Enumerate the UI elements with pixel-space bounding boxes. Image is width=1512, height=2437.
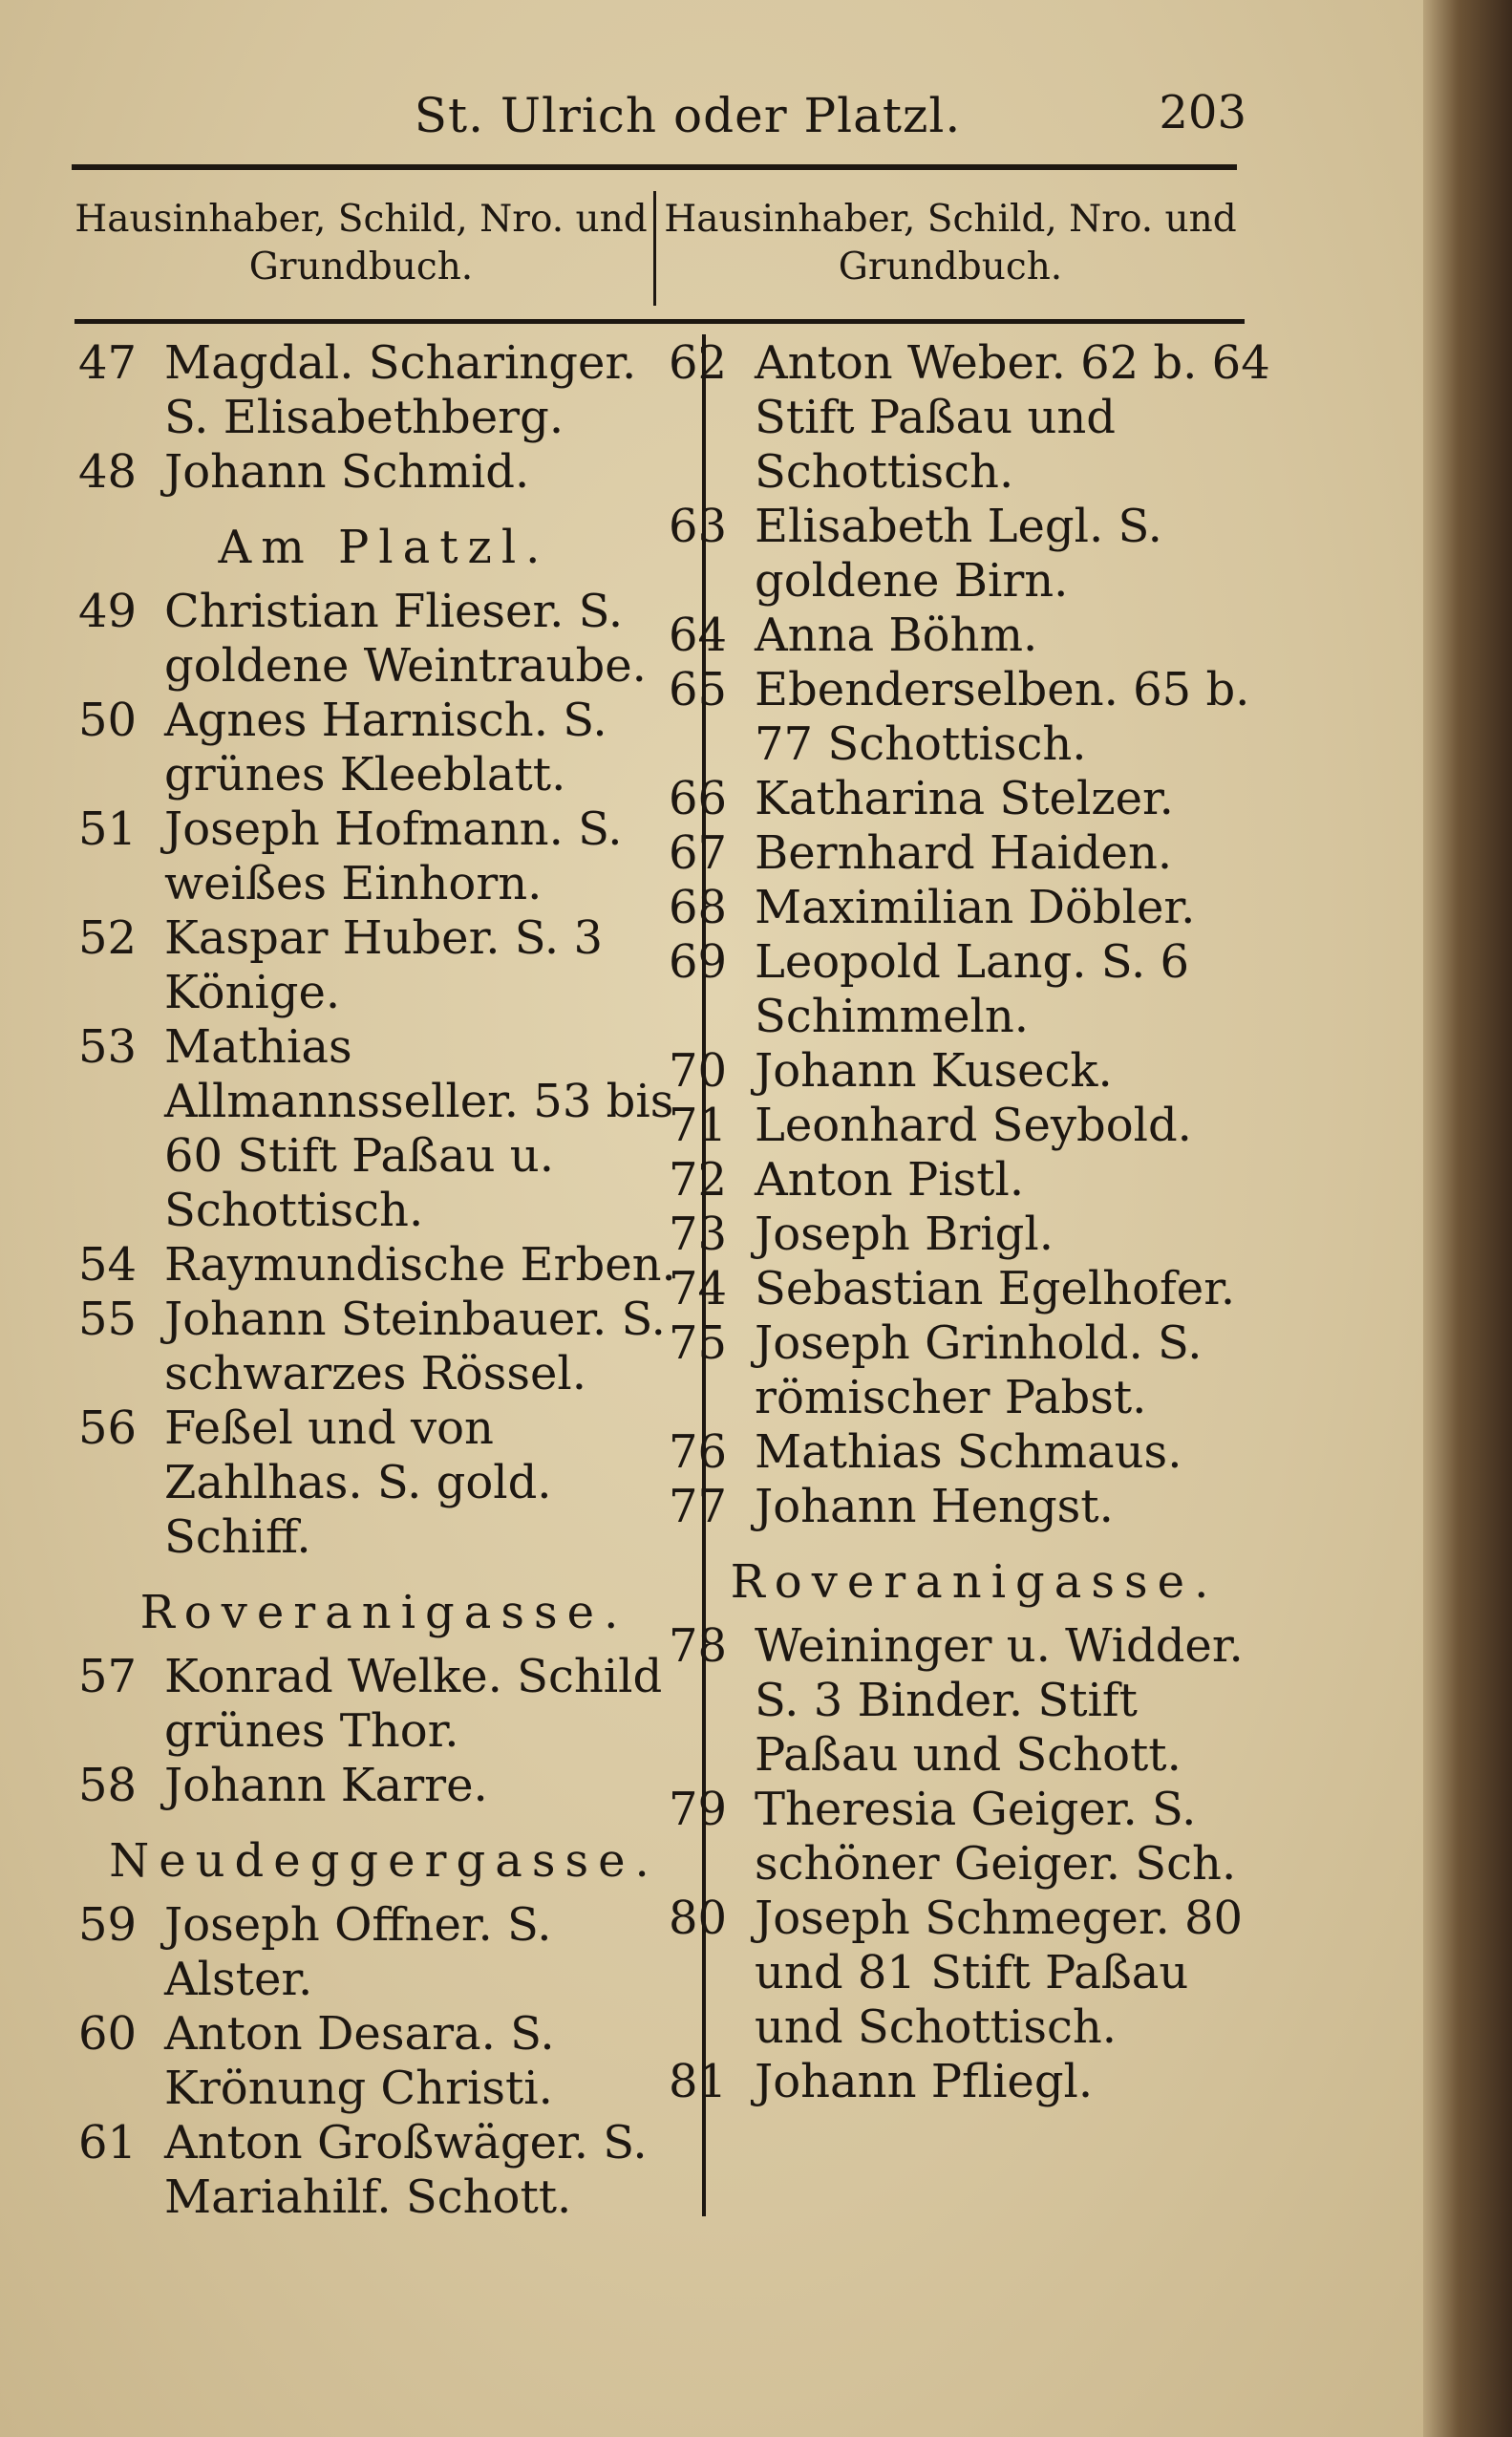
house-entry [78,1401,690,1565]
house-number: 50 [78,694,138,747]
house-entry [78,1020,690,1238]
owner-text: Katharina Stelzer. [755,772,1174,825]
house-number: 48 [78,445,138,499]
house-entry [78,1898,690,2007]
house-entry [669,609,1280,663]
house-entry [669,336,1280,500]
owner-text: Anna Böhm. [755,609,1038,662]
house-entry [78,1293,690,1401]
house-entry [669,1425,1280,1480]
house-number: 74 [669,1262,728,1315]
house-number: 81 [669,2055,728,2108]
owner-text: Anton Großwäger. S. Mariahilf. Schott. [164,2116,648,2224]
street-heading: Roveranigasse. [139,1586,628,1639]
house-number: 65 [669,663,728,716]
street-heading: Neudeggergasse. [109,1834,659,1888]
owner-text: Weininger u. Widder. S. 3 Binder. Stift Paßau und Schott. [755,1619,1244,1782]
house-entry [78,585,690,694]
house-entry [669,500,1280,609]
street-heading: Roveranigasse. [730,1555,1219,1609]
house-entry [669,2055,1280,2109]
owner-text: Theresia Geiger. S. schöner Geiger. Sch. [755,1783,1237,1891]
house-entry [669,1153,1280,1208]
owner-text: Agnes Harnisch. S. grünes Kleeblatt. [164,694,607,802]
house-number: 58 [78,1759,138,1812]
house-number: 67 [669,826,728,880]
house-number: 68 [669,881,728,934]
house-number: 54 [78,1238,138,1292]
house-number: 77 [669,1480,728,1533]
owner-text: Magdal. Scharinger. S. Elisabethberg. [164,336,637,444]
house-entry [78,336,690,445]
house-number: 63 [669,500,728,553]
house-entry [78,2116,690,2225]
house-entry [78,1650,690,1759]
house-entry [78,2007,690,2116]
house-entry [669,1099,1280,1153]
house-entry [78,445,690,500]
house-number: 60 [78,2007,138,2061]
header-bottom-rule [75,319,1245,324]
owner-text: Ebenderselben. 65 b. 77 Schottisch. [755,663,1250,771]
owner-text: Leonhard Seybold. [755,1099,1192,1152]
owner-text: Maximilian Döbler. [755,881,1196,934]
house-number: 61 [78,2116,138,2170]
owner-text: Joseph Schmeger. 80 und 81 Stift Paßau und Schottisch. [755,1892,1244,2054]
owner-text: Johann Steinbauer. S. schwarzes Rössel. [164,1293,666,1400]
house-number: 66 [669,772,728,825]
house-number: 78 [669,1619,728,1673]
house-entry [78,694,690,802]
house-number: 79 [669,1783,728,1836]
owner-text: Raymundische Erben. [164,1238,676,1292]
house-number: 73 [669,1208,728,1261]
house-entry [669,1262,1280,1316]
owner-text: Leopold Lang. S. 6 Schimmeln. [755,935,1190,1043]
house-number: 55 [78,1293,138,1346]
page-number: 203 [1159,86,1246,139]
top-rule [72,164,1237,170]
owner-text: Feßel und von Zahlhas. S. gold. Schiff. [164,1401,552,1564]
house-number: 53 [78,1020,138,1074]
left-column-header: Hausinhaber, Schild, Nro. und Grundbuch. [75,198,648,289]
house-entry [78,911,690,1020]
owner-text: Mathias Allmannsseller. 53 bis 60 Stift Paßau u. Schottisch. [164,1020,674,1237]
house-entry [669,826,1280,881]
owner-text: Mathias Schmaus. [755,1425,1182,1479]
right-column [669,336,1280,2109]
house-number: 49 [78,585,138,638]
house-number: 52 [78,911,138,965]
house-number: 76 [669,1425,728,1479]
owner-text: Joseph Grinhold. S. römischer Pabst. [755,1316,1203,1424]
owner-text: Joseph Brigl. [755,1208,1054,1261]
left-column [78,336,690,2225]
house-number: 56 [78,1401,138,1455]
owner-text: Kaspar Huber. S. 3 Könige. [164,911,603,1019]
house-number: 71 [669,1099,728,1152]
house-number: 47 [78,336,138,390]
house-number: 51 [78,802,138,856]
house-number: 72 [669,1153,728,1207]
house-entry [669,1892,1280,2055]
owner-text: Anton Desara. S. Krönung Christi. [164,2007,555,2115]
house-number: 62 [669,336,728,390]
owner-text: Johann Hengst. [755,1480,1114,1533]
house-number: 75 [669,1316,728,1370]
house-entry [669,1619,1280,1783]
house-entry [669,1480,1280,1534]
book-gutter [1423,0,1512,2437]
house-number: 64 [669,609,728,662]
house-number: 70 [669,1044,728,1098]
owner-text: Bernhard Haiden. [755,826,1173,880]
house-entry [669,772,1280,826]
house-entry [669,663,1280,772]
house-number: 57 [78,1650,138,1703]
owner-text: Sebastian Egelhofer. [755,1262,1236,1315]
owner-text: Elisabeth Legl. S. goldene Birn. [755,500,1162,608]
owner-text: Johann Karre. [164,1759,488,1812]
owner-text: Konrad Welke. Schild grünes Thor. [164,1650,663,1758]
house-entry [78,1759,690,1813]
house-entry [669,1316,1280,1425]
house-entry [669,881,1280,935]
owner-text: Anton Weber. 62 b. 64 Stift Paßau und Schottisch. [755,336,1270,499]
house-entry [669,1208,1280,1262]
owner-text: Johann Kuseck. [755,1044,1113,1098]
header-divider [653,191,656,306]
street-heading: Am Platzl. [218,521,550,574]
owner-text: Johann Pfliegl. [755,2055,1094,2108]
house-entry [78,802,690,911]
house-number: 69 [669,935,728,989]
house-number: 59 [78,1898,138,1952]
house-entry [669,1044,1280,1099]
owner-text: Anton Pistl. [755,1153,1025,1207]
house-entry [669,1783,1280,1892]
owner-text: Johann Schmid. [164,445,530,499]
owner-text: Joseph Offner. S. Alster. [164,1898,552,2006]
running-title: St. Ulrich oder Platzl. [414,88,962,143]
house-entry [78,1238,690,1293]
owner-text: Joseph Hofmann. S. weißes Einhorn. [164,802,623,910]
house-entry [669,935,1280,1044]
owner-text: Christian Flieser. S. goldene Weintraube. [164,585,647,693]
house-number: 80 [669,1892,728,1945]
right-column-header: Hausinhaber, Schild, Nro. und Grundbuch. [664,198,1237,289]
